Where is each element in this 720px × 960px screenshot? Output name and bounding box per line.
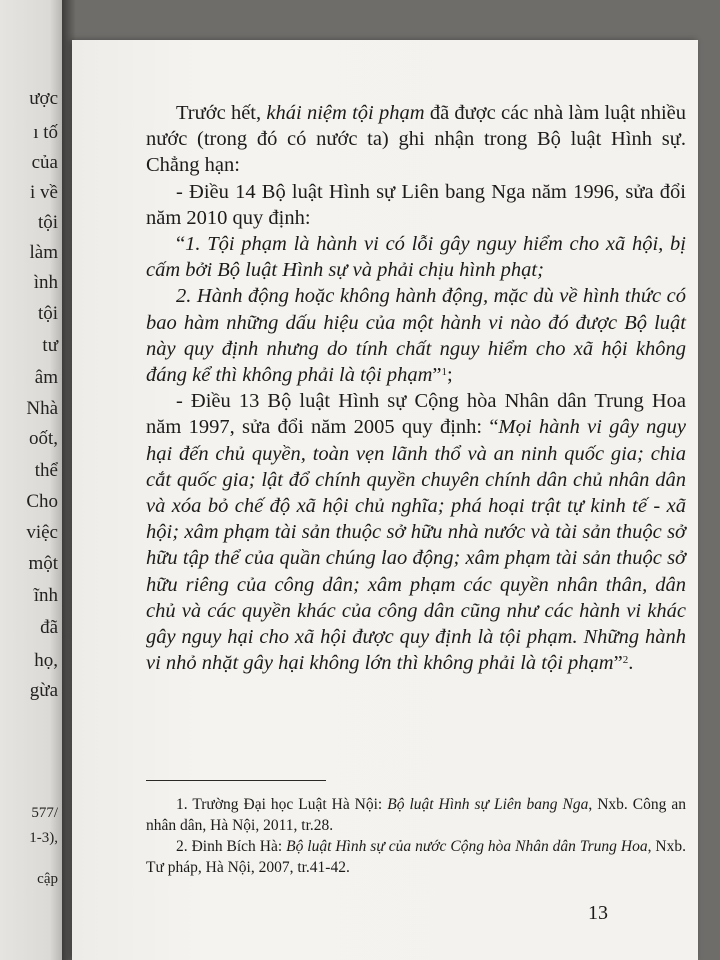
body-text (146, 100, 686, 676)
text-run: ; (447, 364, 453, 387)
text-run: Trước hết, (176, 102, 267, 124)
left-page-fragment: Cho (26, 491, 58, 512)
book-page (72, 40, 698, 960)
text-run: ” (432, 364, 442, 387)
quote-clause-1 (146, 231, 686, 283)
left-page-fragment: thể (34, 460, 58, 481)
emphasis-text: 1. Tội phạm là hành vi có lỗi gây nguy hiểm cho xã hội, bị cấm bởi Bộ luật Hình sự và phải chịu hình phạt; (146, 233, 686, 282)
paragraph-intro (146, 100, 686, 179)
left-page-fragment: Nhà (26, 398, 58, 419)
left-page-fragment: họ, (34, 650, 58, 671)
text-run: “ (176, 233, 186, 256)
left-page-fragment: của (31, 152, 58, 173)
emphasis-text: 2. Hành động hoặc không hành động, mặc dù về hình thức có bao hàm những dấu hiệu của một hành vi nào đó được Bộ luật này quy định nhưng do tính chất nguy hiểm cho xã hội không đáng kể thì không phải là tội phạm (146, 285, 686, 387)
left-page-fragment: oốt, (28, 428, 58, 449)
footnote-ref[interactable]: 1 (441, 366, 448, 379)
text-run: . (628, 652, 634, 675)
text-run: đã được các nhà làm luật nhiều nước (trong đó có nước ta) ghi nhận trong Bộ luật Hình sự. Chẳng hạn: (146, 102, 686, 177)
emphasis-text: Bộ luật Hình sự của nước Cộng hòa Nhân dân Trung Hoa (286, 838, 648, 855)
left-page-fragment: tội (37, 212, 58, 233)
left-page-fragment: âm (34, 367, 58, 388)
text-run: ” (613, 652, 623, 675)
footnote-1 (146, 794, 686, 836)
emphasis-text: Mọi hành vi gây nguy hại đến chủ quyền, toàn vẹn lãnh thổ và an ninh quốc gia; chia cắt quốc gia; lật đổ chính quyền chuyên chính dân chủ nhân dân và xóa bỏ chế độ xã hội chủ nghĩa; phá hoại trật tự kinh tế - xã hội; xâm phạm tài sản thuộc sở hữu nhà nước và tài sản thuộc sở hữu tập thể của quần chúng lao động; xâm phạm tài sản thuộc sở hữu riêng của công dân; xâm phạm các quyền nhân thân, dân chủ và các quyền khác của công dân cũng như các hành vi khác gây nguy hại cho xã hội được quy định là tội phạm. Những hành vi nhỏ nhặt gây hại không lớn thì không phải là tội phạm (146, 416, 686, 675)
left-page-note-fragment: 577/ (31, 805, 58, 821)
footnote-ref[interactable]: 2 (622, 654, 629, 667)
text-run: - Điều 13 Bộ luật Hình sự Cộng hòa Nhân dân Trung Hoa năm 1997, sửa đổi năm 2005 quy định: “ (146, 390, 686, 439)
left-page-note-fragment: cập (37, 871, 58, 887)
text-run: , Nxb. Công an nhân dân, Hà Nội, 2011, tr.28. (146, 796, 686, 834)
text-run: , Nxb. Tư pháp, Hà Nội, 2007, tr.41-42. (146, 838, 686, 876)
paragraph-article-13 (146, 388, 686, 676)
page-number: 13 (588, 902, 608, 924)
footnotes (146, 794, 686, 878)
paragraph-article-14: - Điều 14 Bộ luật Hình sự Liên bang Nga năm 1996, sửa đổi năm 2010 quy định: (146, 180, 686, 229)
text-run: 1. Trường Đại học Luật Hà Nội: (176, 796, 388, 813)
left-page-fragment: một (28, 553, 58, 574)
quote-clause-2 (146, 283, 686, 388)
left-page-note-fragment: 1-3), (29, 830, 58, 846)
left-page-fragment: tư (42, 335, 58, 356)
text-run: 2. Đinh Bích Hà: (176, 838, 287, 855)
left-page-fragment: ı tố (33, 122, 58, 143)
left-page-fragment: tội (37, 303, 58, 324)
left-page-fragment: i về (30, 182, 58, 203)
left-page-edge (0, 0, 62, 960)
left-page-fragment: ĩnh (33, 585, 58, 606)
left-page-fragment: ình (33, 272, 58, 293)
left-page-fragment: ược (29, 88, 58, 109)
footnote-2 (146, 836, 686, 878)
left-page-fragment: gừa (29, 680, 58, 701)
left-page-fragment: làm (29, 242, 58, 263)
emphasis-text: khái niệm tội phạm (266, 102, 425, 124)
emphasis-text: Bộ luật Hình sự Liên bang Nga (387, 796, 589, 813)
footnote-divider (146, 780, 326, 781)
left-page-fragment: đã (40, 617, 58, 638)
left-page-fragment: việc (26, 522, 58, 543)
